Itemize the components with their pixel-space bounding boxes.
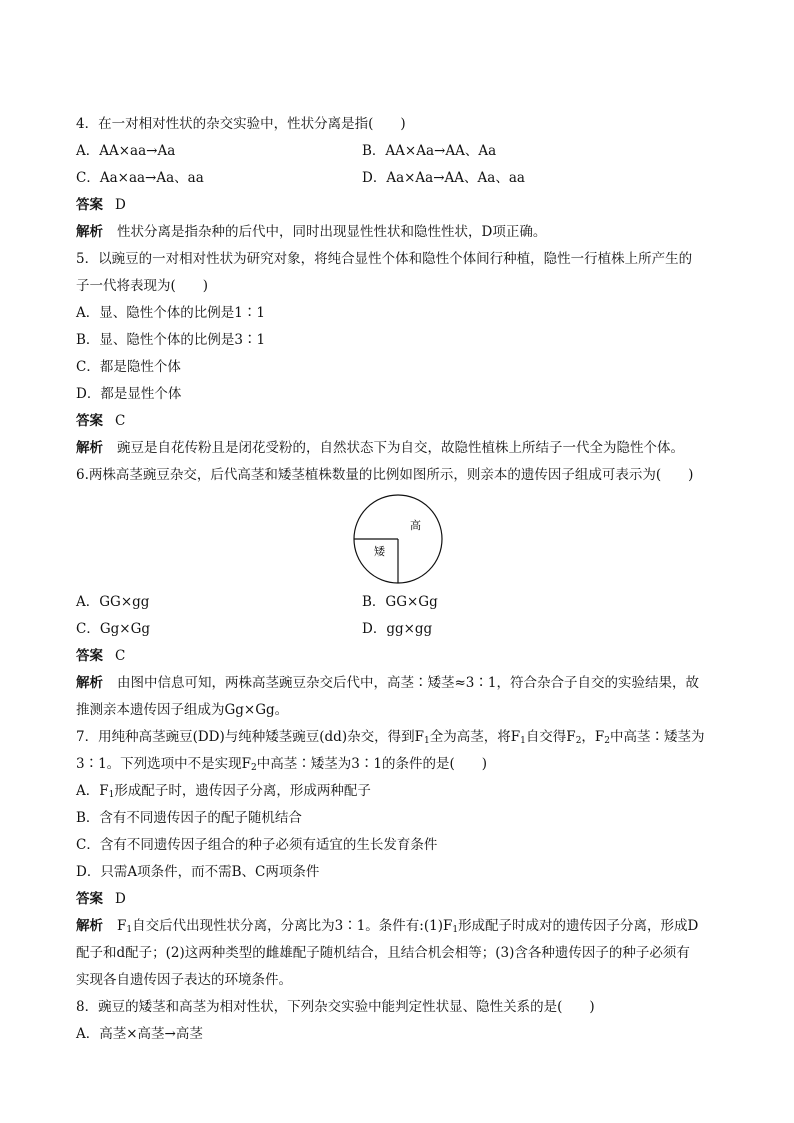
answer-value: C: [115, 413, 126, 429]
q7-option-a: [76, 781, 371, 801]
q7-analysis-line1: [76, 916, 698, 936]
stem-text: 3∶1。下列选项中不是实现F: [76, 756, 252, 772]
subscript: 2: [575, 736, 582, 746]
q6-option-c: C．Gg×Gg: [76, 621, 150, 637]
q4-answer: [76, 195, 126, 215]
stem-text: 自交得F: [525, 729, 576, 745]
q4-stem: 4．在一对相对性状的杂交实验中，性状分离是指( ): [76, 116, 406, 132]
q4-option-c: C．Aa×aa→Aa、aa: [76, 170, 204, 186]
stem-text: 7．用纯种高茎豌豆(DD)与纯种矮茎豌豆(dd)杂交，得到F: [76, 729, 424, 745]
answer-value: D: [115, 197, 126, 213]
pie-label-tall: 高: [410, 519, 421, 532]
q6-analysis-line2: 推测亲本遗传因子组成为Gg×Gg。: [76, 702, 289, 718]
q5-analysis: [76, 438, 684, 458]
analysis-text: 性状分离是指杂种的后代中，同时出现显性性状和隐性性状，D项正确。: [117, 224, 547, 240]
q5-option-c: C．都是隐性个体: [76, 359, 181, 375]
q6-stem: 6.两株高茎豌豆杂交，后代高茎和矮茎植株数量的比例如图所示，则亲本的遗传因子组成可表示为( ): [76, 467, 694, 483]
ratio-pie-figure: [352, 493, 444, 585]
q4-option-d: D．Aa×Aa→AA、Aa、aa: [362, 170, 525, 186]
subscript: 1: [520, 736, 526, 746]
q7-stem-line2: [76, 754, 487, 774]
q5-stem-line2: 子一代将表现为( ): [76, 278, 209, 294]
analysis-text: F: [117, 918, 127, 934]
subscript: 1: [452, 925, 459, 935]
subscript: 2: [251, 763, 257, 773]
q6-option-d: D．gg×gg: [362, 621, 433, 637]
q5-option-a: A．显、隐性个体的比例是1∶1: [76, 305, 265, 321]
q7-analysis-line2: 配子和d配子；(2)这两种类型的雌雄配子随机结合，且结合机会相等；(3)含各种遗传因子的种子必须有: [76, 945, 690, 961]
subscript: 2: [604, 736, 611, 746]
answer-label: 答案: [76, 413, 103, 429]
q6-analysis-line1: [76, 673, 699, 693]
analysis-text: 由图中信息可知，两株高茎豌豆杂交后代中，高茎∶矮茎≈3∶1，符合杂合子自交的实验结果，故: [117, 675, 699, 691]
q6-option-a: A．GG×gg: [76, 594, 150, 610]
analysis-text: 形成配子时成对的遗传因子分离，形成D: [458, 918, 699, 934]
q7-option-d: D．只需A项条件，而不需B、C两项条件: [76, 864, 320, 880]
option-text: 形成配子时，遗传因子分离，形成两种配子: [114, 783, 371, 799]
subscript: 1: [126, 925, 133, 935]
analysis-text: 豌豆是自花传粉且是闭花受粉的，自然状态下为自交，故隐性植株上所结子一代全为隐性个体。: [117, 440, 684, 456]
answer-value: C: [115, 648, 126, 664]
q7-option-c: C．含有不同遗传因子组合的种子必须有适宜的生长发育条件: [76, 837, 438, 853]
q6-answer: [76, 646, 125, 666]
q7-stem-line1: [76, 727, 705, 747]
q8-stem: 8．豌豆的矮茎和高茎为相对性状，下列杂交实验中能判定性状显、隐性关系的是( ): [76, 999, 595, 1015]
analysis-label: 解析: [76, 675, 103, 691]
q8-option-a: A．高茎×高茎→高茎: [76, 1026, 203, 1042]
q5-option-b: B．显、隐性个体的比例是3∶1: [76, 332, 266, 348]
q6-option-b: B．GG×Gg: [362, 594, 438, 610]
q5-option-d: D．都是显性个体: [76, 386, 182, 402]
stem-text: 中高茎∶矮茎为3∶1的条件的是( ): [256, 756, 487, 772]
q7-analysis-line3: 实现各自遗传因子表达的环境条件。: [76, 972, 292, 988]
answer-value: D: [115, 891, 126, 907]
analysis-text: 自交后代出现性状分离，分离比为3∶1。条件有:(1)F: [132, 918, 453, 934]
answer-label: 答案: [76, 648, 103, 664]
answer-label: 答案: [76, 197, 103, 213]
q4-option-a: A．AA×aa→Aa: [76, 143, 176, 159]
q4-analysis: [76, 222, 546, 242]
option-text: A．F: [76, 783, 109, 799]
q5-stem-line1: 5．以豌豆的一对相对性状为研究对象，将纯合显性个体和隐性个体间行种植，隐性一行植株上所产生的: [76, 251, 693, 267]
answer-label: 答案: [76, 891, 103, 907]
stem-text: 全为高茎，将F: [429, 729, 521, 745]
stem-text: 中高茎∶矮茎为: [610, 729, 705, 745]
stem-text: ，F: [581, 729, 605, 745]
q5-answer: [76, 411, 125, 431]
subscript: 1: [108, 790, 115, 800]
q7-option-b: B．含有不同遗传因子的配子随机结合: [76, 810, 302, 826]
q4-option-b: B．AA×Aa→AA、Aa: [362, 143, 497, 159]
subscript: 1: [423, 736, 430, 746]
q7-answer: [76, 889, 126, 909]
pie-label-short: 矮: [374, 545, 385, 558]
analysis-label: 解析: [76, 440, 103, 456]
analysis-label: 解析: [76, 224, 103, 240]
analysis-label: 解析: [76, 918, 103, 934]
